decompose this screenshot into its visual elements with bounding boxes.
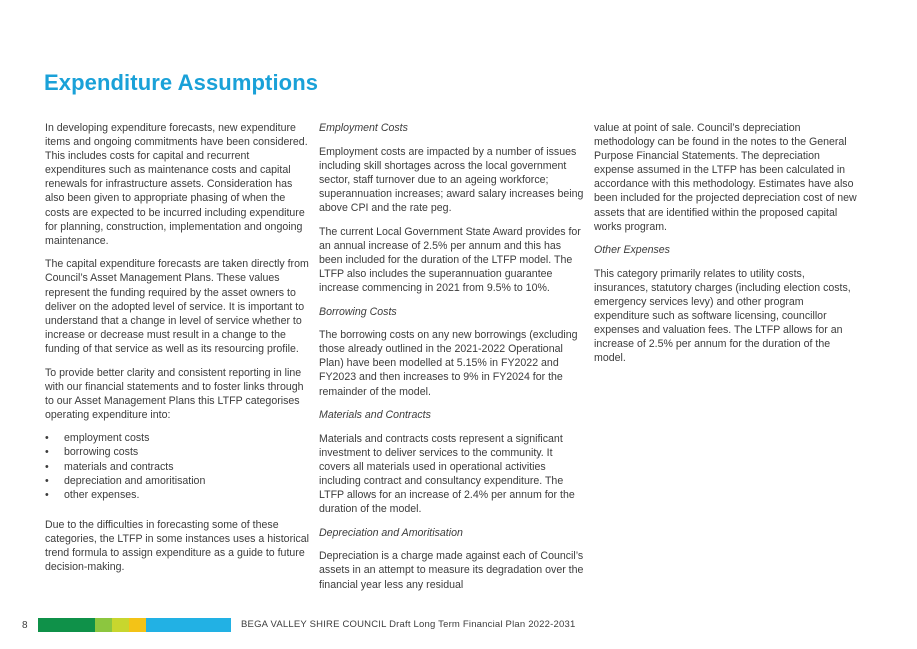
paragraph: Materials and contracts costs represent a significant investment to deliver services to the community. It covers all materials used in operational activities including contract and consultancy expenditure. The LTFP allows for an increase of 2.4% per annum for the duration of the model. bbox=[319, 432, 575, 516]
paragraph: To provide better clarity and consistent reporting in line with our financial statements and to foster links through to our Asset Management Plans this LTFP categorises operating expenditure into: bbox=[45, 366, 304, 421]
column-left bbox=[45, 121, 310, 584]
color-bar-segment bbox=[95, 618, 112, 632]
paragraph: Employment costs are impacted by a number of issues including skill shortages across the local government sector, staff turnover due to an ageing workforce; superannuation increases; award salary increases being above CPI and the rate peg. bbox=[319, 145, 584, 214]
footer-document-title: BEGA VALLEY SHIRE COUNCIL Draft Long Term Financial Plan 2022-2031 bbox=[241, 619, 576, 630]
paragraph: This category primarily relates to utility costs, insurances, statutory charges (including election costs, emergency services levy) and other program expenditure such as software licensing, councillor expenses and valuation fees. The LTFP allows for an increase of 2.5% per annum for the duration of the model. bbox=[594, 267, 851, 365]
list-item: • borrowing costs bbox=[45, 445, 310, 459]
paragraph: In developing expenditure forecasts, new expenditure items and ongoing commitments have been considered. This includes costs for capital and recurrent expenditures such as maintenance costs and capital renewals for infrastructure assets. Consideration has also been given to appropriate phasing of when the costs are expected to be incurred including expenditure for planning, construction, implementation and ongoing maintenance. bbox=[45, 122, 308, 247]
page-number: 8 bbox=[22, 620, 28, 631]
subheading-other-expenses: Other Expenses bbox=[594, 244, 670, 257]
footer-color-bar bbox=[38, 618, 231, 632]
list-item: • employment costs bbox=[45, 431, 310, 445]
list-item: • materials and contracts bbox=[45, 460, 310, 474]
paragraph: The capital expenditure forecasts are taken directly from Council’s Asset Management Plans. These values represent the funding required by the asset owners to deliver on the adopted level of service. It is important to understand that a change in level of service whether to increase or decrease must result in a change to the funding of that service as well as its resourcing profile. bbox=[45, 258, 309, 355]
paragraph: The borrowing costs on any new borrowings (excluding those already outlined in the 2021-2022 Operational Plan) have been modelled at 5.15% in FY2022 and FY2023 and then increases to 9% in FY2024 for the remainder of the model. bbox=[319, 329, 578, 398]
color-bar-segment bbox=[129, 618, 146, 632]
expenditure-category-list bbox=[45, 431, 310, 501]
color-bar-segment bbox=[112, 618, 129, 632]
subheading-materials-contracts: Materials and Contracts bbox=[319, 409, 431, 422]
color-bar-segment bbox=[38, 618, 95, 632]
paragraph: Depreciation is a charge made against each of Council’s assets in an attempt to measure its degradation over the financial year less any residual bbox=[319, 550, 584, 591]
column-right bbox=[594, 121, 859, 375]
page-footer bbox=[0, 614, 917, 634]
subheading-employment-costs: Employment Costs bbox=[319, 122, 408, 134]
column-middle bbox=[319, 121, 584, 601]
page-title: Expenditure Assumptions bbox=[44, 70, 319, 95]
subheading-depreciation: Depreciation and Amoritisation bbox=[319, 526, 463, 539]
paragraph: value at point of sale. Council’s depreciation methodology can be found in the notes to the General Purpose Financial Statements. The depreciation expense assumed in the LTFP has been calculated in accordance with this methodology. Estimates have also been included for the projected depreciation cost of new assets that are identified within the proposed capital works program. bbox=[594, 122, 857, 233]
list-item: • other expenses. bbox=[45, 488, 310, 502]
color-bar-segment bbox=[146, 618, 231, 632]
paragraph: The current Local Government State Award provides for an annual increase of 2.5% per annum and this has been included for the duration of the LTFP model. The LTFP also includes the superannuation guarantee increase commencing in 2021 from 9.5% to 10%. bbox=[319, 225, 581, 294]
list-item: • depreciation and amoritisation bbox=[45, 474, 310, 488]
subheading-borrowing-costs: Borrowing Costs bbox=[319, 305, 397, 318]
paragraph: Due to the difficulties in forecasting some of these categories, the LTFP in some instances uses a historical trend formula to assign expenditure as a guide to future decision-making. bbox=[45, 518, 309, 574]
